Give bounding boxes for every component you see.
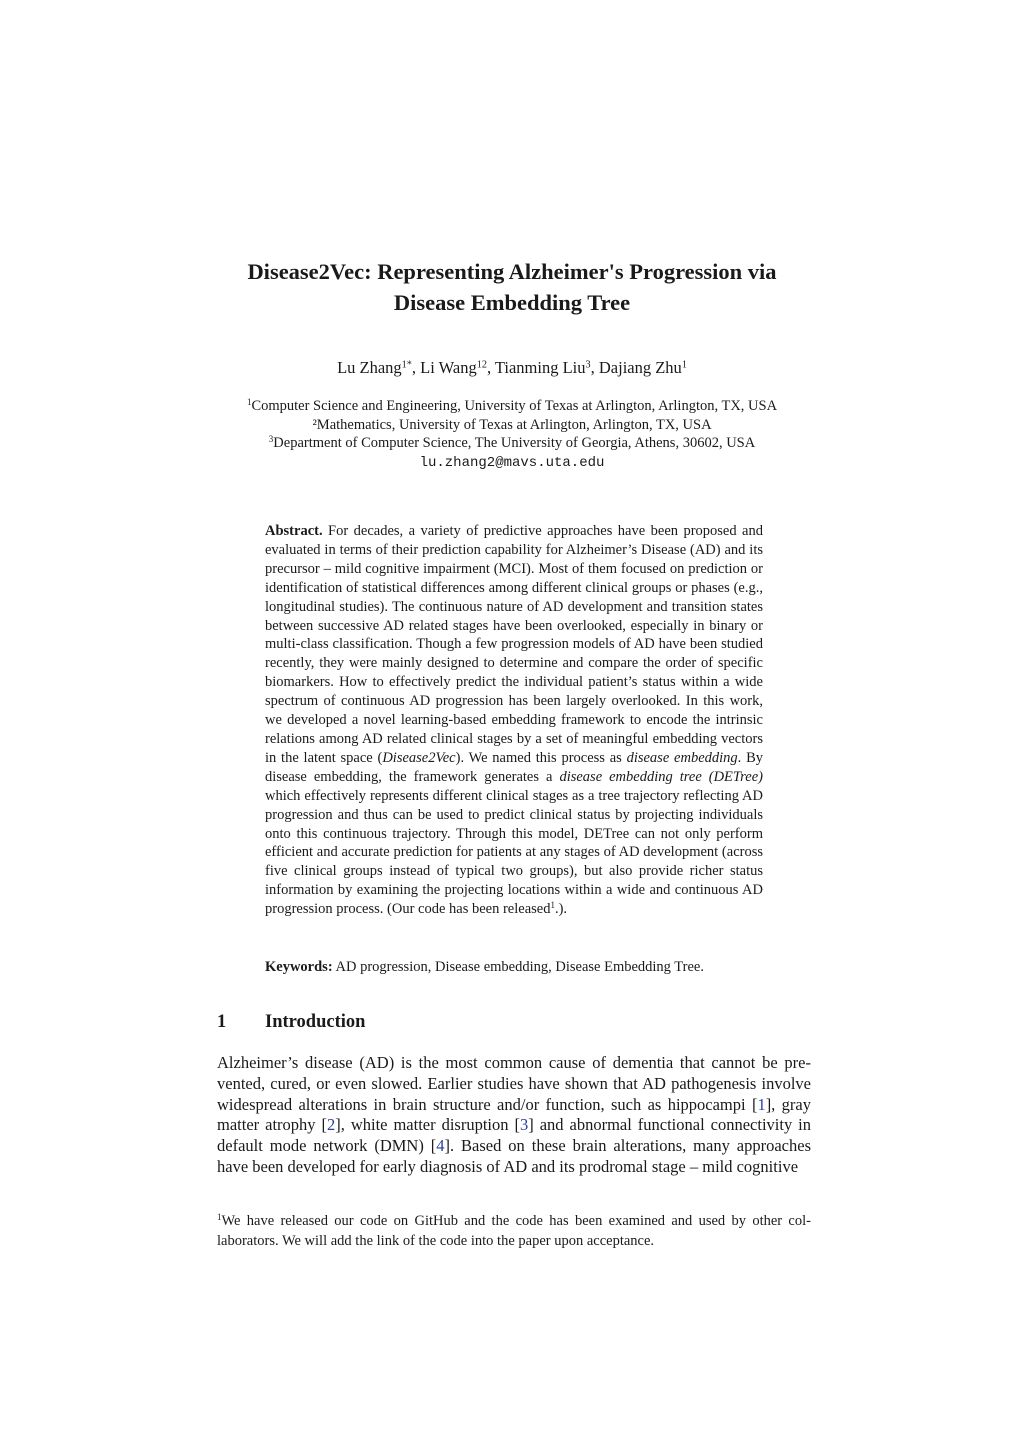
affiliation-line <box>150 397 874 416</box>
author-name: Li Wang <box>420 358 477 377</box>
abstract-text: . By disease embedding, the framework generates a <box>265 749 763 785</box>
author-affil-mark: 3 <box>585 359 591 371</box>
author-affil-mark: 1 <box>681 359 687 371</box>
keywords <box>265 958 763 977</box>
introduction-paragraph <box>217 1053 811 1178</box>
keywords-label: Keywords: <box>265 959 333 975</box>
affiliation-block <box>150 397 874 473</box>
citation-link[interactable]: 2 <box>327 1115 336 1135</box>
abstract-text: .). <box>554 901 568 918</box>
author-separator: , <box>411 358 421 377</box>
author-separator: , <box>486 358 495 377</box>
title-line-1: Disease2Vec: Representing Alzheimer's Progression via <box>247 259 777 284</box>
body-text: ], gray matter atrophy [ <box>217 1094 811 1135</box>
affiliation-mark: 3 <box>268 434 274 445</box>
citation-link[interactable]: 3 <box>519 1115 529 1135</box>
abstract-text: For decades, a variety of predictive approaches have been proposed and evaluated in terms of their prediction capability for Alzheimer’s Disease (AD) and its precursor – mild cognitive impairment (MCI). Most of them focused on prediction or identification of statistical differences among different clinical groups or phases (e.g., longitudinal studies). The continuous nature of AD development and transition states between successive AD related stages have been overlooked, especially in binary or multi-class classification. Though a few progression models of AD have been studied recently, they were mainly designed to determine and compare the order of specific biomarkers. How to effectively predict the individual patient’s status within a wide spectrum of continuous AD progression has been largely overlooked. In this work, we developed a novel learning-based embedding framework to encode the intrinsic relations among AD related clinical stages by a set of meaningful embedding vectors in the latent space ( <box>265 523 763 766</box>
affiliation-mark: 1 <box>246 397 252 408</box>
section-heading <box>217 1010 365 1034</box>
body-text: ], white matter disruption [ <box>335 1115 520 1135</box>
body-text: ] and abnormal functional connectivity in default mode network (DMN) [ <box>217 1115 812 1156</box>
body-text: ]. Based on these brain alterations, many approaches have been developed for early diagnosis of AD and its prodromal stage – mild cognitive <box>217 1136 811 1176</box>
abstract-italic-term: disease embedding <box>626 749 738 766</box>
abstract <box>265 522 763 919</box>
body-text: Alzheimer’s disease (AD) is the most common cause of dementia that cannot be prevented, cured, or even slowed. Earlier studies have shown that AD pathogenesis involve widespread alterations in brain structure and/or function, such as hippocampi [ <box>217 1053 811 1114</box>
footnote-marker: 1 <box>550 900 555 911</box>
citation-link[interactable]: 1 <box>757 1094 766 1114</box>
abstract-text: which effectively represents different clinical stages as a tree trajectory reflecting AD progression and thus can be used to predict clinical status by projecting individuals onto this continuous trajectory. Through this model, DETree can not only perform efficient and accurate prediction for patients at any stages of AD development (across five clinical groups instead of typical two groups), but also provide richer status information by examining the projecting locations within a wide and continuous AD progression process. (Our code has been released <box>265 787 763 918</box>
footnote-number: 1 <box>217 1212 222 1223</box>
footnote <box>217 1211 811 1251</box>
corresponding-email: lu.zhang2@mavs.uta.edu <box>419 455 605 472</box>
author-name: Lu Zhang <box>337 358 402 377</box>
abstract-label: Abstract. <box>265 523 323 539</box>
abstract-paragraph <box>265 522 763 919</box>
abstract-text: ). We named this process as <box>455 749 627 766</box>
abstract-italic-term: disease embedding tree (DETree) <box>559 768 763 785</box>
author-name: Dajiang Zhu <box>598 358 682 377</box>
author-separator: , <box>590 358 599 377</box>
author-list <box>150 357 874 379</box>
affiliation-line <box>150 416 874 435</box>
citation-link[interactable]: 4 <box>436 1136 445 1156</box>
affiliation-text: Department of Computer Science, The University of Georgia, Athens, 30602, USA <box>273 435 756 452</box>
affiliation-text: Computer Science and Engineering, University of Texas at Arlington, Arlington, TX, USA <box>251 398 778 414</box>
title-line-2: Disease Embedding Tree <box>393 290 631 315</box>
author-affil-mark: 12 <box>476 359 487 371</box>
affiliation-line <box>150 434 874 453</box>
author-name: Tianming Liu <box>494 358 586 377</box>
footnote-text: We have released our code on GitHub and the code has been examined and used by other collaborators. We will add the link of the code into the paper upon acceptance. <box>217 1213 811 1249</box>
keywords-text: AD progression, Disease embedding, Disease Embedding Tree. <box>332 959 704 975</box>
author-affil-mark: 1* <box>401 359 412 371</box>
section-title: Introduction <box>265 1012 366 1032</box>
affiliation-text: ²Mathematics, University of Texas at Arlington, Arlington, TX, USA <box>312 416 712 433</box>
abstract-italic-term: Disease2Vec <box>382 749 456 766</box>
paper-title <box>150 256 874 318</box>
section-number: 1 <box>217 1012 227 1032</box>
